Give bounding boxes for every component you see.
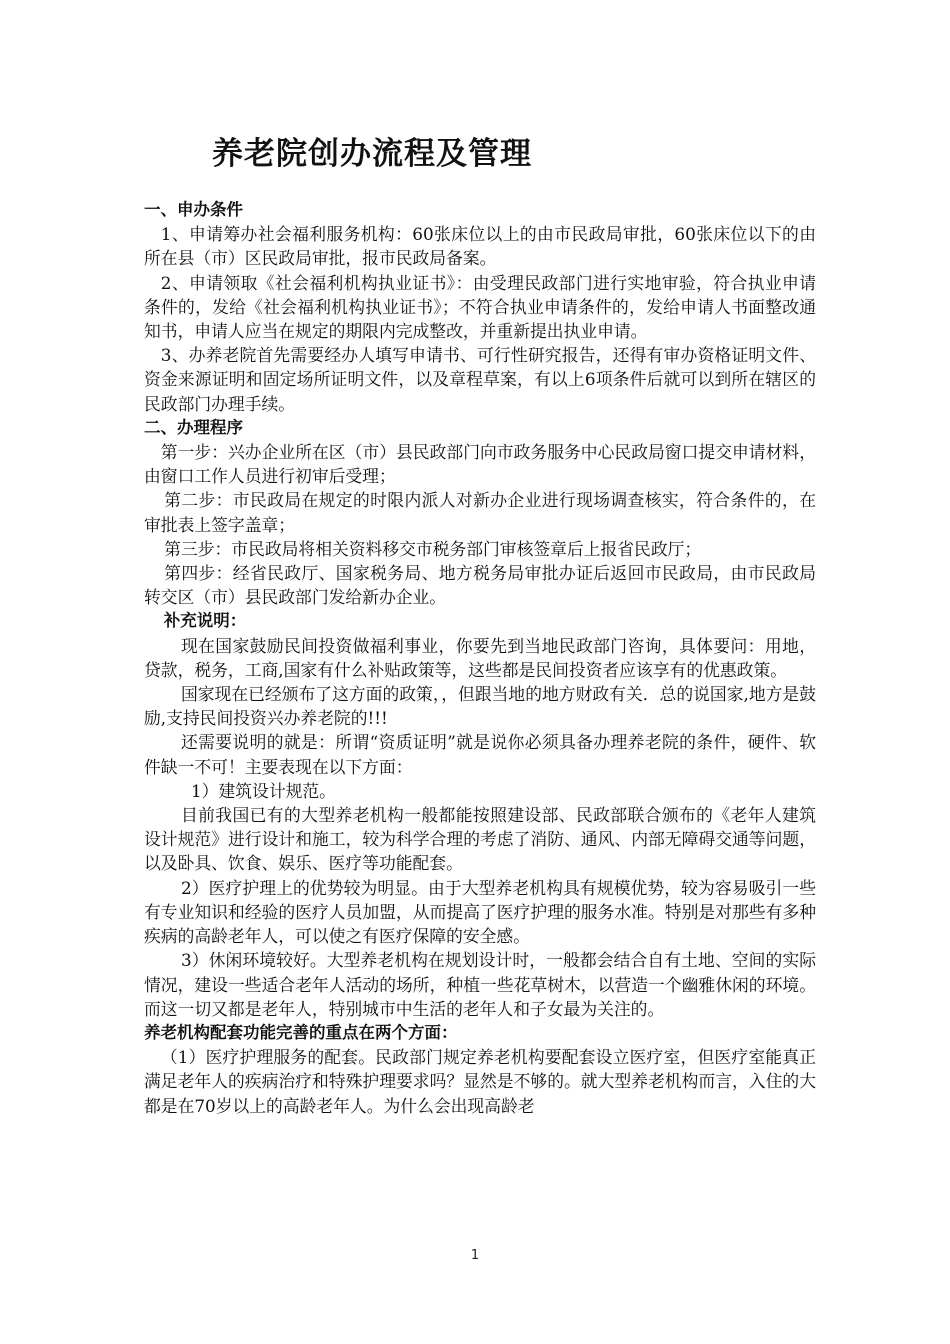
paragraph: 现在国家鼓励民间投资做福利事业，你要先到当地民政部门咨询，具体要问：用地，贷款，税务，工商,国家有什么补贴政策等，这些都是民间投资者应该享有的优惠政策。 <box>144 635 816 680</box>
paragraph: （1）医疗护理服务的配套。民政部门规定养老机构要配套设立医疗室，但医疗室能真正满足老年人的疾病治疗和特殊护理要求吗？显然是不够的。就大型养老机构而言，入住的大都是在70岁以上的高龄老年人。为什么会出现高龄老 <box>144 1047 816 1116</box>
paragraph: 国家现在已经颁布了这方面的政策，，但跟当地的地方财政有关．总的说国家,地方是鼓励,支持民间投资兴办养老院的!!! <box>144 684 816 729</box>
page-title: 养老院创办流程及管理 <box>212 136 532 172</box>
paragraph: 第四步：经省民政厅、国家税务局、地方税务局审批办证后返回市民政局，由市民政局转交区（市）县民政部门发给新办企业。 <box>144 563 816 608</box>
paragraph: 第一步：兴办企业所在区（市）县民政部门向市政务服务中心民政局窗口提交申请材料，由窗口工作人员进行初审后受理； <box>144 442 816 487</box>
paragraph: 目前我国已有的大型养老机构一般都能按照建设部、民政部联合颁布的《老年人建筑设计规范》进行设计和施工，较为科学合理的考虑了消防、通风、内部无障碍交通等问题，以及卧具、饮食、娱乐、医疗等功能配套。 <box>144 805 816 874</box>
section-heading-facilities: 养老机构配套功能完善的重点在两个方面： <box>144 1022 458 1042</box>
paragraph: 2、申请领取《社会福利机构执业证书》：由受理民政部门进行实地审验，符合执业申请条件的，发给《社会福利机构执业证书》；不符合执业申请条件的，发给申请人书面整改通知书，申请人应当在规定的期限内完成整改，并重新提出执业申请。 <box>144 272 816 342</box>
section-heading-conditions: 一、申办条件 <box>144 200 243 219</box>
paragraph: 还需要说明的就是：所谓“资质证明”就是说你必须具备办理养老院的条件，硬件、软件缺一不可！主要表现在以下方面： <box>144 732 816 777</box>
paragraph: 3）休闲环境较好。大型养老机构在规划设计时，一般都会结合自有土地、空间的实际情况，建设一些适合老年人活动的场所，种植一些花草树木，以营造一个幽雅休闲的环境。而这一切又都是老年人，特别城市中生活的老年人和子女最为关注的。 <box>144 950 816 1019</box>
section-heading-procedure: 二、办理程序 <box>144 417 243 437</box>
paragraph: 第二步：市民政局在规定的时限内派人对新办企业进行现场调查核实，符合条件的，在审批表上签字盖章； <box>144 490 816 535</box>
paragraph: 第三步：市民政局将相关资料移交市税务部门审核签章后上报省民政厅； <box>164 538 702 559</box>
list-item: 1）建筑设计规范。 <box>191 780 336 801</box>
document-body <box>144 198 816 1118</box>
supplement-heading: 补充说明： <box>163 611 247 631</box>
paragraph: 1、申请筹办社会福利服务机构：60张床位以上的由市民政局审批，60张床位以下的由所在县（市）区民政局审批，报市民政局备案。 <box>144 224 816 269</box>
page-number: 1 <box>470 1248 480 1263</box>
paragraph: 2）医疗护理上的优势较为明显。由于大型养老机构具有规模优势，较为容易吸引一些有专业知识和经验的医疗人员加盟，从而提高了医疗护理的服务水准。特别是对那些有多种疾病的高龄老年人，可以使之有医疗保障的安全感。 <box>144 877 816 947</box>
paragraph: 3、办养老院首先需要经办人填写申请书、可行性研究报告，还得有审办资格证明文件、资金来源证明和固定场所证明文件，以及章程草案，有以上6项条件后就可以到所在辖区的民政部门办理手续。 <box>144 345 816 414</box>
